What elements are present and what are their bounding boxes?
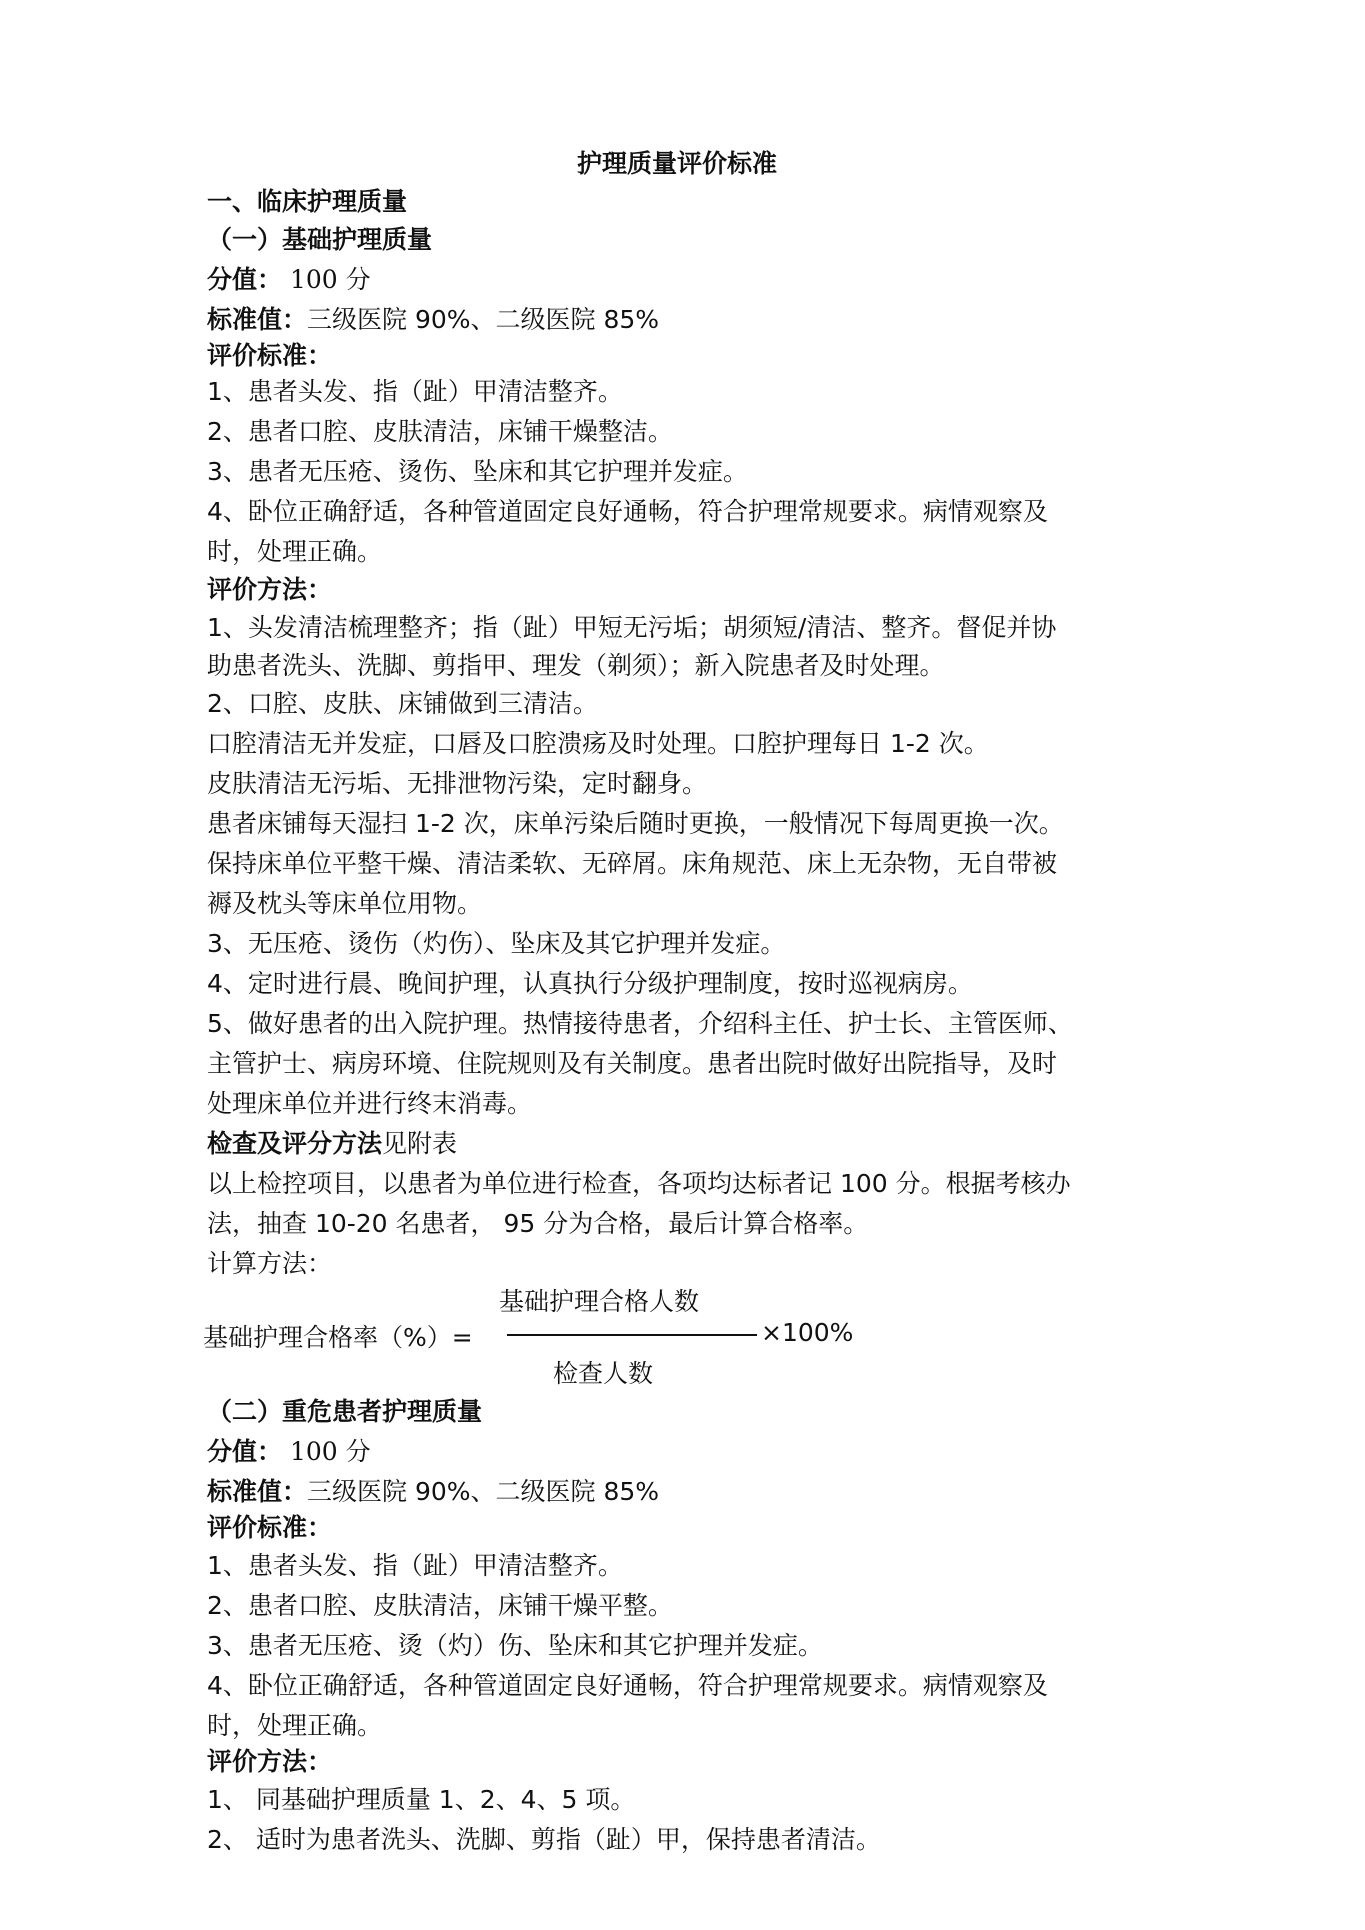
check-text: 法，抽查 10-20 名患者， 95 分为合格，最后计算合格率。 (207, 1209, 869, 1238)
standard-label: 标准值： (207, 1477, 308, 1506)
criteria-item: 时，处理正确。 (207, 1711, 383, 1740)
method-item: 2、口腔、皮肤、床铺做到三清洁。 (207, 689, 598, 718)
criteria-item: 1、患者头发、指（趾）甲清洁整齐。 (207, 1551, 623, 1580)
criteria-item: 2、患者口腔、皮肤清洁，床铺干燥整洁。 (207, 417, 673, 446)
method-item: 2、 适时为患者洗头、洗脚、剪指（趾）甲，保持患者清洁。 (207, 1825, 881, 1854)
score-label: 分值： (207, 265, 283, 294)
pass-rate-formula (203, 1282, 907, 1402)
standard-value: 三级医院 90%、二级医院 85% (307, 1477, 660, 1506)
method-item: 皮肤清洁无污垢、无排泄物污染，定时翻身。 (207, 769, 708, 798)
section-heading: 一、临床护理质量 (207, 187, 408, 216)
method-item: 患者床铺每天湿扫 1-2 次，床单污染后随时更换，一般情况下每周更换一次。 (207, 809, 1064, 838)
criteria-item: 时，处理正确。 (207, 537, 383, 566)
criteria-item: 4、卧位正确舒适，各种管道固定良好通畅，符合护理常规要求。病情观察及 (207, 497, 1048, 526)
formula-lhs: 基础护理合格率（%）= (203, 1323, 473, 1352)
calc-label: 计算方法： (207, 1249, 333, 1278)
document-title: 护理质量评价标准 (577, 149, 778, 178)
standard-label: 标准值： (207, 305, 308, 334)
method-item: 1、 同基础护理质量 1、2、4、5 项。 (207, 1785, 636, 1814)
subsection-heading-basic-care: （一）基础护理质量 (207, 225, 433, 254)
subsection-heading-critical-care: （二）重危患者护理质量 (207, 1397, 483, 1426)
method-item: 褥及枕头等床单位用物。 (207, 889, 483, 918)
score-line (207, 1434, 371, 1470)
score-value: 100 分 (289, 265, 371, 294)
method-item: 4、定时进行晨、晚间护理，认真执行分级护理制度，按时巡视病房。 (207, 969, 973, 998)
check-method-suffix: 见附表 (382, 1129, 458, 1158)
check-text: 以上检控项目，以患者为单位进行检查，各项均达标者记 100 分。根据考核办 (207, 1169, 1071, 1198)
criteria-label: 评价标准： (207, 1513, 333, 1542)
fraction-bar (507, 1334, 757, 1336)
method-item: 3、无压疮、烫伤（灼伤）、坠床及其它护理并发症。 (207, 929, 786, 958)
check-method-line (207, 1126, 457, 1162)
method-item: 口腔清洁无并发症，口唇及口腔溃疡及时处理。口腔护理每日 1-2 次。 (207, 729, 989, 758)
criteria-item: 3、患者无压疮、烫伤、坠床和其它护理并发症。 (207, 457, 748, 486)
score-value: 100 分 (289, 1437, 371, 1466)
score-line (207, 262, 371, 298)
criteria-item: 1、患者头发、指（趾）甲清洁整齐。 (207, 377, 623, 406)
criteria-item: 3、患者无压疮、烫（灼）伤、坠床和其它护理并发症。 (207, 1631, 823, 1660)
formula-numerator: 基础护理合格人数 (499, 1287, 700, 1316)
method-item: 保持床单位平整干燥、清洁柔软、无碎屑。床角规范、床上无杂物，无自带被 (207, 849, 1058, 878)
check-method-label: 检查及评分方法 (207, 1129, 383, 1158)
method-label: 评价方法： (207, 575, 333, 604)
criteria-label: 评价标准： (207, 341, 333, 370)
standard-value: 三级医院 90%、二级医院 85% (307, 305, 660, 334)
method-item: 主管护士、病房环境、住院规则及有关制度。患者出院时做好出院指导，及时 (207, 1049, 1058, 1078)
method-item: 助患者洗头、洗脚、剪指甲、理发（剃须）；新入院患者及时处理。 (207, 651, 945, 680)
method-item: 1、头发清洁梳理整齐；指（趾）甲短无污垢；胡须短/清洁、整齐。督促并协 (207, 613, 1057, 642)
method-item: 5、做好患者的出入院护理。热情接待患者，介绍科主任、护士长、主管医师、 (207, 1009, 1073, 1038)
method-label: 评价方法： (207, 1747, 333, 1776)
score-label: 分值： (207, 1437, 283, 1466)
standard-line (207, 302, 659, 338)
standard-line (207, 1474, 659, 1510)
formula-multiplier: ×100% (761, 1318, 854, 1347)
method-item: 处理床单位并进行终末消毒。 (207, 1089, 533, 1118)
criteria-item: 2、患者口腔、皮肤清洁，床铺干燥平整。 (207, 1591, 673, 1620)
criteria-item: 4、卧位正确舒适，各种管道固定良好通畅，符合护理常规要求。病情观察及 (207, 1671, 1048, 1700)
formula-denominator: 检查人数 (553, 1359, 654, 1388)
